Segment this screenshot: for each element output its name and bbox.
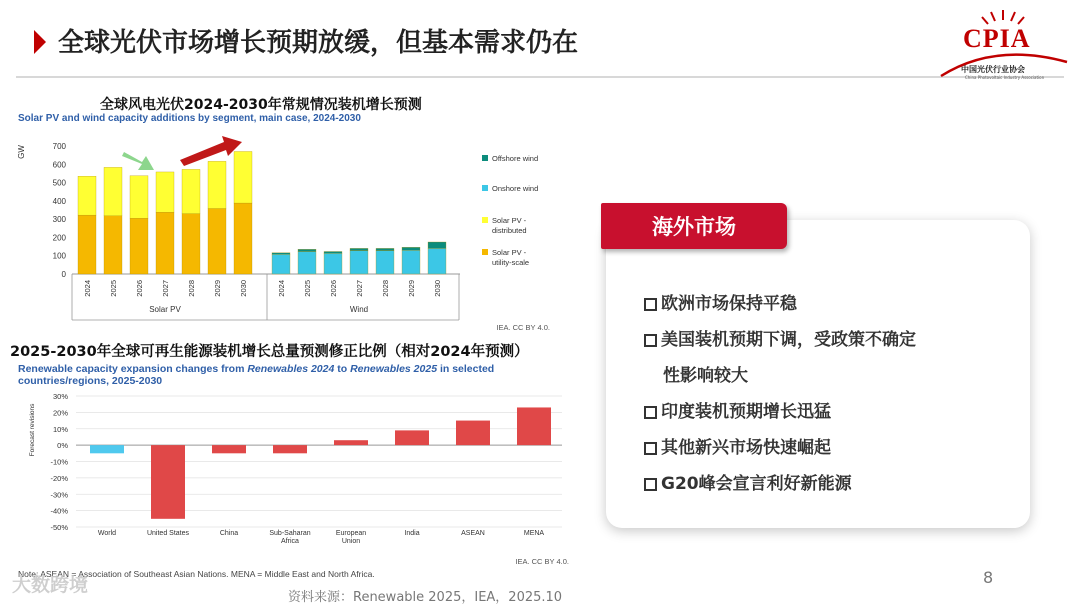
bar [395, 430, 429, 445]
checkbox-square-icon [644, 334, 657, 347]
legend-label: Solar PV - [492, 248, 527, 257]
y-tick-label: 200 [52, 233, 66, 243]
bar-segment [182, 214, 200, 274]
x-tick-label: 2028 [381, 280, 390, 297]
checkbox-square-icon [644, 298, 657, 311]
bar-segment [208, 209, 226, 274]
x-tick-label: World [97, 530, 117, 537]
chart2-title-en-part5: in selected countries/regions, 2025-2030 [18, 363, 495, 387]
x-tick-label: India [404, 530, 420, 537]
y-tick-label: 0% [57, 441, 68, 451]
y-tick-label: 10% [52, 424, 68, 434]
bar-segment [78, 176, 96, 215]
checkbox-square-icon [644, 406, 657, 419]
legend-label: distributed [492, 226, 527, 235]
y-tick-label: -40% [50, 506, 68, 516]
bar-segment [272, 254, 290, 274]
y-tick-label: -30% [50, 490, 68, 500]
bar-segment [402, 247, 420, 250]
bar-segment [234, 203, 252, 274]
bar-segment [324, 253, 342, 274]
legend-swatch [482, 185, 488, 191]
x-tick-label: Union [341, 538, 361, 545]
bar-segment [78, 215, 96, 274]
bar-segment [234, 151, 252, 203]
logo-text: CPIA [963, 24, 1031, 53]
bar [90, 445, 124, 453]
bullet-list [644, 286, 1004, 502]
x-tick-label: 2029 [213, 280, 222, 297]
bar-segment [298, 249, 316, 251]
bar-segment [104, 216, 122, 274]
page-number: 8 [983, 568, 994, 587]
chart2-title-cn: 2025-2030年全球可再生能源装机增长总量预测修正比例（相对2024年预测） [10, 344, 529, 360]
y-tick-label: -10% [50, 457, 68, 467]
bar [517, 407, 551, 445]
chart2-title-en-part4: Renewables 2025 [350, 363, 438, 375]
x-tick-label: 2028 [187, 280, 196, 297]
bar-segment [376, 248, 394, 250]
y-tick-label: 600 [52, 160, 66, 170]
overseas-market-tag: 海外市场 [601, 203, 787, 249]
bar-segment [156, 212, 174, 274]
chart1-title-en: Solar PV and wind capacity additions by segment, main case, 2024-2030 [18, 113, 361, 124]
title-divider [16, 76, 1064, 78]
legend-label: Onshore wind [492, 184, 539, 193]
y-tick-label: -20% [50, 473, 68, 483]
bar-segment [298, 252, 316, 274]
bullet-item [644, 466, 1004, 502]
legend-swatch [482, 249, 488, 255]
chart2-title-en [18, 363, 578, 387]
x-tick-label: 2030 [239, 280, 248, 297]
y-tick-label: 500 [52, 178, 66, 188]
bar-segment [156, 172, 174, 212]
x-tick-label: 2027 [355, 280, 364, 297]
x-tick-label: 2024 [83, 280, 92, 297]
chart2-title-en-part2: Renewables 2024 [247, 363, 335, 375]
legend-label: utility-scale [492, 258, 530, 267]
bullet-item [644, 322, 1004, 358]
forecast-revision-chart [14, 390, 574, 580]
bar-segment [428, 248, 446, 274]
slide-title: 全球光伏市场增长预期放缓，但基本需求仍在 [58, 28, 579, 58]
chart1-title-cn: 全球风电光伏2024-2030年常规情况装机增长预测 [100, 97, 422, 113]
chart2-note: Note: ASEAN = Association of Southeast Asian Nations. MENA = Middle East and North Africa. [18, 569, 375, 579]
group-label: Solar PV [149, 305, 181, 314]
y-tick-label: 700 [52, 142, 66, 151]
capacity-additions-chart [14, 126, 574, 336]
y-tick-label: 400 [52, 196, 66, 206]
x-tick-label: 2025 [109, 280, 118, 297]
checkbox-square-icon [644, 442, 657, 455]
bullet-text: 印度装机预期增长迅猛 [661, 402, 831, 422]
bullet-item [644, 394, 1004, 430]
bar [456, 421, 490, 446]
legend-swatch [482, 155, 488, 161]
y-tick-label: 0 [61, 270, 66, 279]
checkbox-square-icon [644, 478, 657, 491]
bar-segment [350, 248, 368, 250]
y-tick-label: 300 [52, 215, 66, 225]
bullet-text: G20峰会宣言利好新能源 [661, 474, 852, 494]
legend-swatch [482, 217, 488, 223]
y-tick-label: 20% [52, 408, 68, 418]
x-tick-label: ASEAN [461, 530, 485, 537]
chart2-title-en-part1: Renewable capacity expansion changes from [18, 363, 248, 375]
bullet-item [644, 286, 1004, 322]
x-tick-label: European [335, 530, 367, 537]
bar-segment [104, 167, 122, 215]
logo-subtitle-en: China Photovoltaic Industry Association [965, 75, 1045, 80]
bar-segment [130, 218, 148, 274]
x-tick-label: United States [146, 530, 190, 537]
bar-segment [182, 169, 200, 213]
watermark: 大数跨境 [12, 574, 89, 596]
bullet-text: 其他新兴市场快速崛起 [661, 438, 831, 458]
chart1-credit: IEA. CC BY 4.0. [496, 323, 550, 332]
cpia-logo [935, 6, 1071, 82]
y-axis-label: Forecast revisions [29, 403, 36, 457]
green-arrow-icon [122, 152, 154, 170]
bullet-text: 欧洲市场保持平稳 [661, 294, 797, 314]
x-tick-label: China [219, 530, 239, 537]
x-tick-label: 2024 [277, 280, 286, 297]
x-tick-label: 2030 [433, 280, 442, 297]
legend-label: Solar PV - [492, 216, 527, 225]
bar [334, 440, 368, 445]
bar-segment [208, 161, 226, 208]
x-tick-label: 2027 [161, 280, 170, 297]
logo-subtitle: 中国光伏行业协会 [961, 65, 1025, 74]
bar [273, 445, 307, 453]
bar-segment [130, 176, 148, 218]
y-axis-label: GW [17, 145, 26, 159]
bullet-text: 美国装机预期下调，受政策不确定 [661, 330, 916, 350]
chart2-title-en-part3: to [334, 363, 351, 375]
y-tick-label: -50% [50, 523, 68, 532]
chart2-credit: IEA. CC BY 4.0. [515, 557, 569, 566]
bar [151, 445, 185, 519]
bar-segment [376, 251, 394, 274]
x-tick-label: MENA [523, 530, 545, 537]
x-tick-label: 2026 [135, 280, 144, 297]
bar-segment [272, 253, 290, 254]
x-tick-label: 2026 [329, 280, 338, 297]
source-citation: 资料来源：Renewable 2025，IEA，2025.10 [288, 590, 563, 605]
title-marker-icon [34, 30, 46, 54]
bullet-item [644, 430, 1004, 466]
x-tick-label: 2025 [303, 280, 312, 297]
x-tick-label: Africa [281, 538, 299, 545]
bar-segment [324, 252, 342, 254]
bar [212, 445, 246, 453]
y-tick-label: 30% [52, 392, 68, 401]
legend-label: Offshore wind [492, 154, 539, 163]
group-label: Wind [349, 305, 369, 314]
bar-segment [428, 242, 446, 248]
x-tick-label: 2029 [407, 280, 416, 297]
y-tick-label: 100 [52, 251, 66, 261]
bullet-item-continuation [644, 358, 1004, 394]
bullet-text: 性影响较大 [663, 366, 748, 386]
x-tick-label: Sub-Saharan [269, 530, 311, 537]
bar-segment [402, 250, 420, 274]
bar-segment [350, 251, 368, 274]
